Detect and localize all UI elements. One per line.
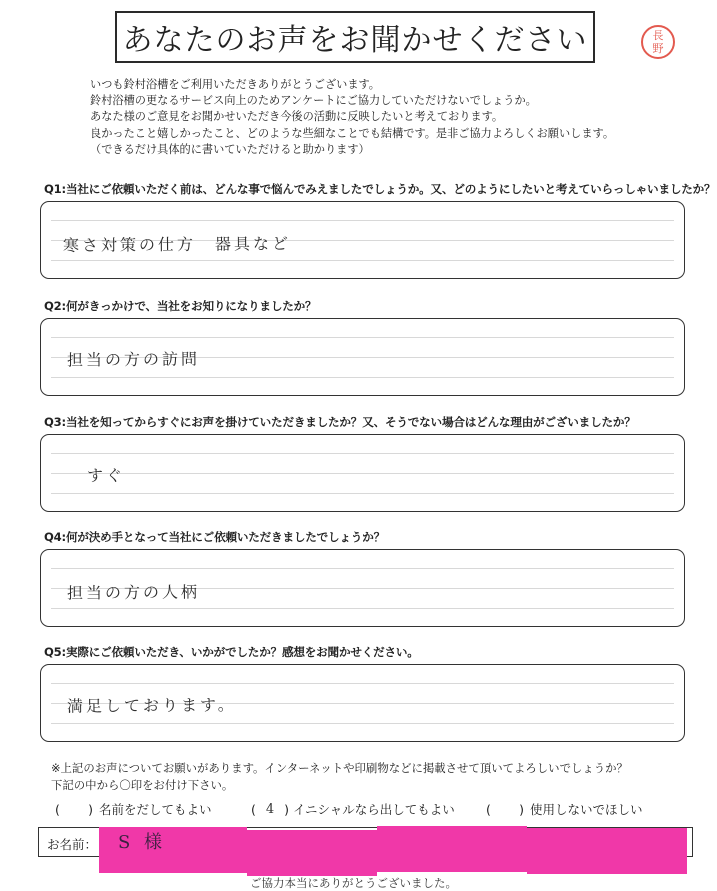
answer-3-text: すぐ xyxy=(86,465,126,486)
paren-close: ) xyxy=(88,801,93,817)
answer-2-text: 担当の方の訪問 xyxy=(66,349,201,370)
publication-options xyxy=(55,800,695,818)
name-value: S 様 xyxy=(118,832,167,853)
answer-4-text: 担当の方の人柄 xyxy=(66,582,201,603)
intro-line: 鈴村浴槽の更なるサービス向上のためアンケートにご協力していただけないでしょうか。 xyxy=(90,94,537,108)
answer-5-box[interactable] xyxy=(40,664,685,742)
redaction-block xyxy=(377,826,527,872)
option-label: 名前をだしてもよい xyxy=(99,802,212,817)
question-2-label: Q2:何がきっかけで、当社をお知りになりましたか？ xyxy=(44,299,317,313)
question-4-label: Q4:何が決め手となって当社にご依頼いただきましたでしょうか？ xyxy=(44,530,385,544)
intro-line: いつも鈴村浴槽をご利用いただきありがとうございます。 xyxy=(90,78,380,91)
question-1-label: Q1:当社にご依頼いただく前は、どんな事で悩んでみえましたでしょうか。又、どのようにしたいと考えていらっしゃいましたか？ xyxy=(44,182,716,196)
intro-text xyxy=(90,77,614,158)
page-title: あなたのお声をお聞かせください xyxy=(115,11,595,63)
name-label: お名前： xyxy=(47,837,98,852)
answer-1-box[interactable] xyxy=(40,201,685,279)
option-label: イニシャルなら出してもよい xyxy=(293,802,455,817)
option-mark: 4 xyxy=(265,801,275,817)
redaction-block xyxy=(527,828,687,874)
option-name-ok[interactable] xyxy=(55,800,212,818)
intro-line: 良かったこと嬉しかったこと、どのような些細なことでも結構です。是非ご協力よろしくお願いします。 xyxy=(90,126,615,140)
paren-open: ( xyxy=(251,801,256,817)
question-5-label: Q5:実際にご依頼いただき、いかがでしたか？感想をお聞かせください。 xyxy=(44,645,419,659)
intro-line: （できるだけ具体的に書いていただけると助かります） xyxy=(90,142,370,156)
option-initials-ok[interactable] xyxy=(251,800,455,818)
redaction-block xyxy=(247,830,377,876)
answer-3-box[interactable] xyxy=(40,434,685,512)
footer-thanks: ご協力本当にありがとうございました。 xyxy=(250,876,457,890)
paren-close: ) xyxy=(284,801,289,817)
option-label: 使用しないでほしい xyxy=(530,802,643,817)
intro-line: あなた様のご意見をお聞かせいただき今後の活動に反映したいと考えております。 xyxy=(90,110,504,124)
publication-instruction: 下記の中から〇印をお付け下さい。 xyxy=(51,778,234,792)
option-do-not-use[interactable] xyxy=(486,800,643,818)
publication-note: ※上記のお声についてお願いがあります。インターネットや印刷物などに掲載させて頂いてよろしいでしょうか？ xyxy=(51,761,628,775)
question-3-label: Q3:当社を知ってからすぐにお声を掛けていただきましたか？又、そうでない場合はどんな理由がございましたか？ xyxy=(44,415,636,429)
paren-close: ) xyxy=(519,801,524,817)
location-stamp: 長 野 xyxy=(641,25,675,59)
paren-open: ( xyxy=(55,801,60,817)
answer-5-text: 満足しております。 xyxy=(66,695,237,716)
answer-2-box[interactable] xyxy=(40,318,685,396)
answer-4-box[interactable] xyxy=(40,549,685,627)
answer-1-text: 寒さ対策の仕方 器具など xyxy=(62,234,292,255)
paren-open: ( xyxy=(486,801,491,817)
